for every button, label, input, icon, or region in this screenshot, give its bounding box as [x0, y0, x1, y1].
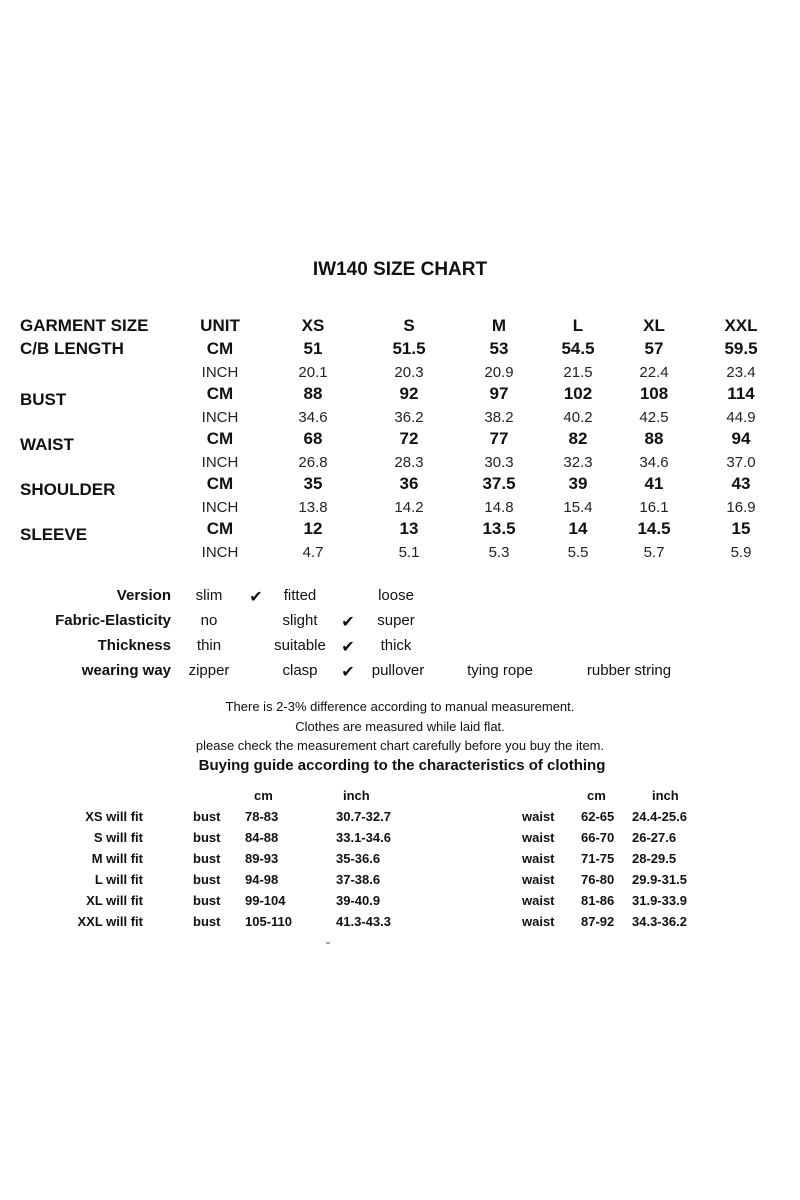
cm-value: 114 [727, 384, 755, 403]
cm-value: 14.5 [637, 519, 671, 538]
cm-value: 12 [303, 519, 323, 538]
bust-label: bust [193, 914, 221, 929]
bust-inch: 41.3-43.3 [336, 914, 391, 929]
unit-cm: CM [206, 384, 234, 403]
inch-value: 23.4 [726, 364, 756, 381]
cm-value: 59.5 [724, 339, 758, 358]
cm-value: 92 [399, 384, 419, 403]
bust-cm: 99-104 [245, 893, 286, 908]
cm-value: 51.5 [392, 339, 426, 358]
note-laid-flat: Clothes are measured while laid flat. [295, 719, 505, 734]
cm-value: 57 [644, 339, 664, 358]
cm-value: 13.5 [482, 519, 516, 538]
inch-value: 20.9 [484, 364, 514, 381]
bust-cm: 105-110 [245, 914, 292, 929]
inch-value: 5.3 [488, 544, 510, 561]
feature-option: slight [282, 612, 318, 629]
bust-cm: 84-88 [245, 830, 279, 845]
cm-value: 97 [489, 384, 509, 403]
feature-label: Fabric-Elasticity [55, 612, 171, 629]
cm-value: 54.5 [561, 339, 595, 358]
waist-cm: 71-75 [581, 851, 615, 866]
cm-value: 13 [399, 519, 419, 538]
feature-option: clasp [282, 662, 318, 679]
feature-option: super [377, 612, 415, 629]
bust-cm: 89-93 [245, 851, 279, 866]
feature-option: slim [195, 587, 223, 604]
inch-value: 20.3 [394, 364, 424, 381]
inch-value: 14.2 [394, 499, 424, 516]
feature-label: Version [116, 587, 171, 604]
feature-option: suitable [274, 637, 326, 654]
waist-label: waist [522, 851, 555, 866]
inch-value: 4.7 [302, 544, 324, 561]
inch-value: 37.0 [726, 454, 756, 471]
feature-option: thin [196, 637, 222, 654]
inch-value: 21.5 [563, 364, 593, 381]
column-header: XXL [724, 316, 758, 335]
inch-value: 5.9 [730, 544, 752, 561]
inch-value: 5.5 [567, 544, 589, 561]
cm-value: 88 [303, 384, 323, 403]
unit-cm: CM [206, 429, 234, 448]
bust-label: bust [193, 809, 221, 824]
guide-size-label: M will fit [91, 851, 143, 866]
row-label: C/B LENGTH [20, 339, 124, 358]
row-label: SHOULDER [20, 480, 116, 499]
bust-inch: 33.1-34.6 [336, 830, 391, 845]
feature-option: rubber string [586, 662, 672, 679]
cm-value: 15 [731, 519, 751, 538]
feature-option: fitted [283, 587, 317, 604]
feature-option: loose [378, 587, 414, 604]
check-icon: ✔ [341, 639, 355, 656]
feature-option: zipper [188, 662, 230, 679]
waist-inch: 28-29.5 [632, 851, 677, 866]
guide-header-cm: cm [587, 788, 606, 803]
check-icon: ✔ [341, 664, 355, 681]
inch-value: 5.1 [398, 544, 420, 561]
guide-size-label: XS will fit [85, 809, 143, 824]
bust-cm: 94-98 [245, 872, 279, 887]
bust-label: bust [193, 851, 221, 866]
feature-option: no [200, 612, 218, 629]
inch-value: 20.1 [298, 364, 328, 381]
waist-label: waist [522, 872, 555, 887]
check-icon: ✔ [341, 614, 355, 631]
bust-label: bust [193, 830, 221, 845]
unit-cm: CM [206, 339, 234, 358]
cm-value: 35 [303, 474, 323, 493]
waist-label: waist [522, 809, 555, 824]
bust-cm: 78-83 [245, 809, 279, 824]
inch-value: 38.2 [484, 409, 514, 426]
cm-value: 36 [399, 474, 419, 493]
page-title: IW140 SIZE CHART [312, 259, 488, 280]
cm-value: 77 [489, 429, 509, 448]
waist-cm: 62-65 [581, 809, 615, 824]
unit-inch: INCH [201, 409, 239, 426]
feature-option: thick [380, 637, 412, 654]
waist-inch: 24.4-25.6 [632, 809, 687, 824]
cm-value: 82 [568, 429, 588, 448]
waist-cm: 66-70 [581, 830, 615, 845]
unit-inch: INCH [201, 544, 239, 561]
cm-value: 53 [489, 339, 509, 358]
waist-cm: 87-92 [581, 914, 615, 929]
inch-value: 34.6 [298, 409, 328, 426]
feature-option: pullover [371, 662, 425, 679]
inch-value: 26.8 [298, 454, 328, 471]
feature-label: Thickness [97, 637, 171, 654]
inch-value: 30.3 [484, 454, 514, 471]
inch-value: 40.2 [563, 409, 593, 426]
unit-inch: INCH [201, 454, 239, 471]
note-difference: There is 2-3% difference according to manual measurement. [225, 699, 575, 714]
column-header: GARMENT SIZE [20, 316, 149, 335]
bust-inch: 35-36.6 [336, 851, 381, 866]
guide-size-label: XXL will fit [77, 914, 143, 929]
column-header: M [491, 316, 507, 335]
bust-inch: 39-40.9 [336, 893, 381, 908]
guide-size-label: XL will fit [86, 893, 143, 908]
check-icon: ✔ [249, 589, 263, 606]
waist-cm: 76-80 [581, 872, 615, 887]
stray-mark [326, 942, 330, 944]
inch-value: 16.9 [726, 499, 756, 516]
cm-value: 102 [563, 384, 593, 403]
bust-label: bust [193, 893, 221, 908]
column-header: S [403, 316, 415, 335]
inch-value: 5.7 [643, 544, 665, 561]
unit-inch: INCH [201, 499, 239, 516]
column-header: XL [643, 316, 665, 335]
waist-inch: 31.9-33.9 [632, 893, 687, 908]
waist-inch: 34.3-36.2 [632, 914, 687, 929]
unit-cm: CM [206, 519, 234, 538]
inch-value: 14.8 [484, 499, 514, 516]
bust-inch: 37-38.6 [336, 872, 381, 887]
waist-label: waist [522, 914, 555, 929]
inch-value: 32.3 [563, 454, 593, 471]
note-check-chart: please check the measurement chart carefully before you buy the item. [195, 738, 605, 753]
bust-label: bust [193, 872, 221, 887]
unit-inch: INCH [201, 364, 239, 381]
unit-cm: CM [206, 474, 234, 493]
guide-header-cm: cm [254, 788, 273, 803]
waist-label: waist [522, 893, 555, 908]
cm-value: 39 [568, 474, 588, 493]
inch-value: 42.5 [639, 409, 669, 426]
cm-value: 41 [644, 474, 664, 493]
inch-value: 22.4 [639, 364, 669, 381]
feature-option: tying rope [467, 662, 533, 679]
cm-value: 108 [639, 384, 669, 403]
inch-value: 28.3 [394, 454, 424, 471]
inch-value: 34.6 [639, 454, 669, 471]
guide-header-inch: inch [343, 788, 370, 803]
guide-size-label: S will fit [93, 830, 143, 845]
column-header: L [572, 316, 584, 335]
inch-value: 36.2 [394, 409, 424, 426]
waist-inch: 29.9-31.5 [632, 872, 687, 887]
cm-value: 94 [731, 429, 751, 448]
waist-label: waist [522, 830, 555, 845]
cm-value: 51 [303, 339, 323, 358]
row-label: SLEEVE [20, 525, 88, 544]
row-label: BUST [20, 390, 67, 409]
waist-cm: 81-86 [581, 893, 615, 908]
cm-value: 14 [568, 519, 588, 538]
cm-value: 37.5 [482, 474, 516, 493]
cm-value: 68 [303, 429, 323, 448]
inch-value: 44.9 [726, 409, 756, 426]
cm-value: 88 [644, 429, 664, 448]
waist-inch: 26-27.6 [632, 830, 677, 845]
guide-header-inch: inch [652, 788, 679, 803]
column-header: UNIT [200, 316, 240, 335]
bust-inch: 30.7-32.7 [336, 809, 391, 824]
guide-size-label: L will fit [94, 872, 143, 887]
guide-title: Buying guide according to the characteristics of clothing [198, 757, 606, 774]
row-label: WAIST [20, 435, 74, 454]
inch-value: 16.1 [639, 499, 669, 516]
inch-value: 13.8 [298, 499, 328, 516]
inch-value: 15.4 [563, 499, 593, 516]
column-header: XS [301, 316, 325, 335]
cm-value: 72 [399, 429, 419, 448]
feature-label: wearing way [81, 662, 171, 679]
cm-value: 43 [731, 474, 751, 493]
